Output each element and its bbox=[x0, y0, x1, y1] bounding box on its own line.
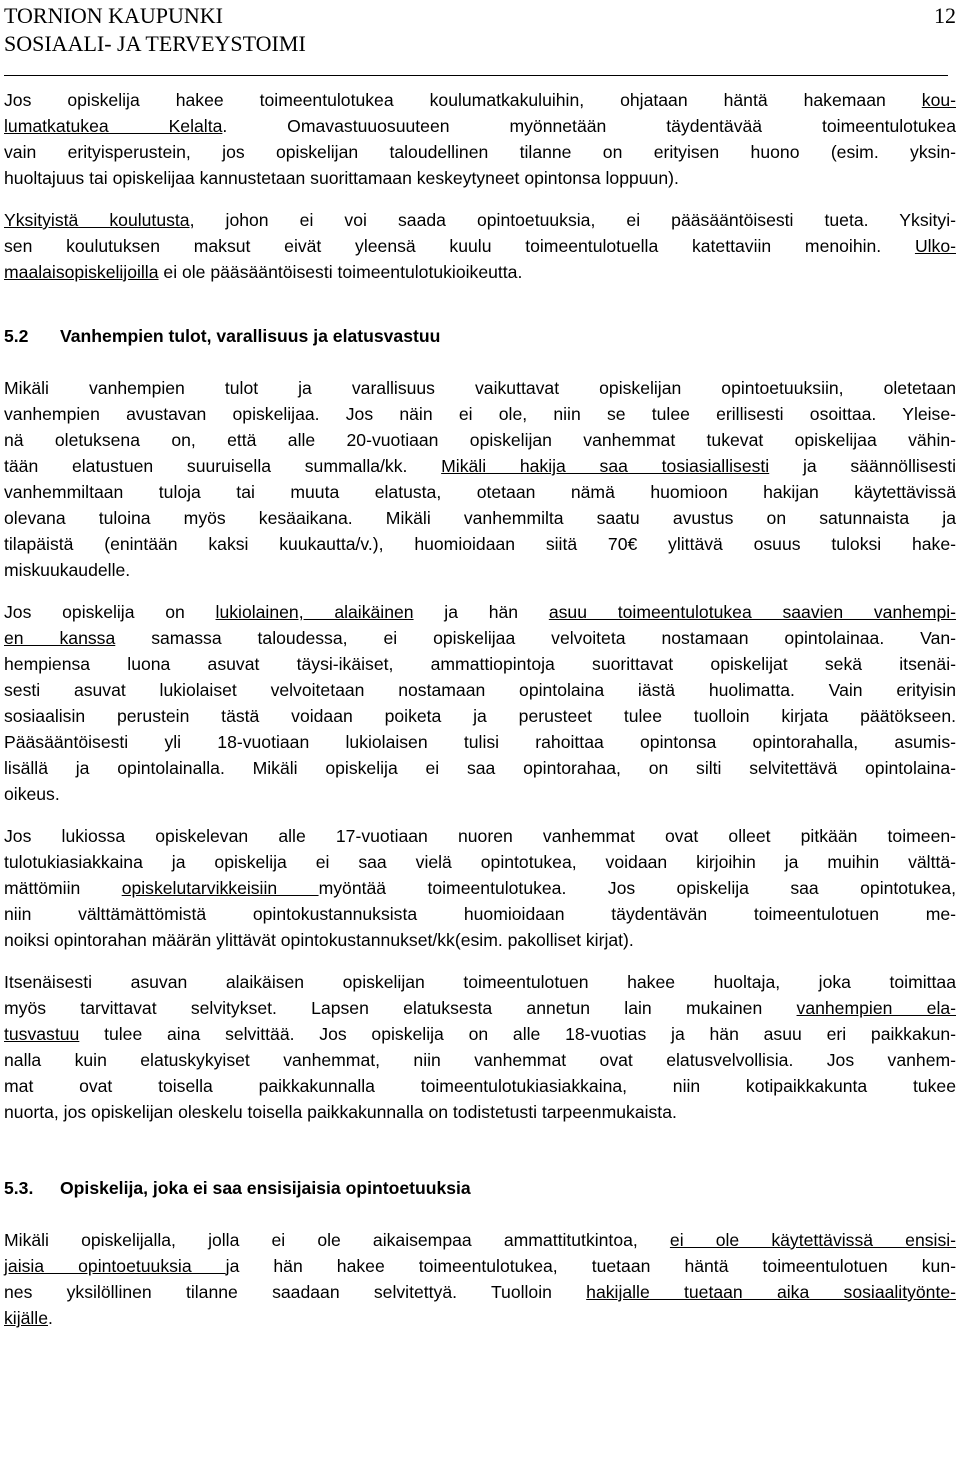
paragraph-private-education bbox=[4, 207, 956, 285]
text-line bbox=[4, 1021, 956, 1047]
text-line bbox=[4, 599, 956, 625]
text-line: noiksi opintorahan määrän ylittävät opintokustannukset/kk(esim. pakolliset kirjat). bbox=[4, 930, 634, 950]
section-title: Vanhempien tulot, varallisuus ja elatusvastuu bbox=[60, 326, 441, 346]
text-line: nuorta, jos opiskelijan oleskelu toisella paikkakunnalla on todistetusti tarpeenmukaista. bbox=[4, 1102, 677, 1122]
link-social-worker-appointment[interactable]: kijälle bbox=[4, 1308, 49, 1328]
document-body bbox=[4, 87, 956, 1331]
text-line: huoltajuus tai opiskelijaa kannustetaan suorittamaan keskeytyneet opintonsa loppuun). bbox=[4, 168, 679, 188]
text-line: Jos lukiossa opiskelevan alle 17-vuotiaan nuoren vanhemmat ovat olleet pitkään toimeen- bbox=[4, 826, 956, 846]
section-number: 5.3. bbox=[4, 1178, 34, 1198]
document-page bbox=[4, 0, 957, 1328]
text-line: mat ovat toisella paikkakunnalla toimeentulotukiasiakkaina, niin kotipaikkakunta tukee bbox=[4, 1076, 956, 1096]
section-number: 5.2 bbox=[4, 326, 29, 346]
text-line bbox=[4, 1253, 956, 1279]
text-line: sesti asuvat lukiolaiset velvoitetaan nostamaan opintolaina iästä huolimatta. Vain erityisin bbox=[4, 680, 956, 700]
text-line bbox=[4, 207, 956, 233]
text-run: ja hän hakee toimeentulotukea, tuetaan häntä toimeentulotuen kun- bbox=[225, 1256, 956, 1276]
link-private-education[interactable]: Yksityistä koulutusta bbox=[4, 210, 190, 230]
text-line: Pääsääntöisesti yli 18-vuotiaan lukiolaisen tulisi rahoittaa opintonsa opintorahalla, asumis- bbox=[4, 732, 956, 752]
text-line bbox=[4, 625, 956, 651]
link-lives-with-parents[interactable]: en kanssa bbox=[4, 628, 116, 648]
text-line: vanhempien avustavan opiskelijaa. Jos näin ei ole, niin se tulee erillisesti osoittaa. Yleise- bbox=[4, 404, 956, 424]
paragraph-parent-income bbox=[4, 375, 956, 583]
text-run: myöntää toimeentulotukea. Jos opiskelija saa opintotukea, bbox=[318, 878, 956, 898]
link-kelalta[interactable]: kou- bbox=[921, 90, 956, 110]
page-header bbox=[4, 0, 956, 66]
text-line bbox=[4, 1227, 956, 1253]
link-foreign-students[interactable]: Ulko- bbox=[914, 236, 956, 256]
text-line bbox=[4, 1305, 956, 1331]
link-kelalta[interactable]: lumatkatukea Kelalta bbox=[4, 116, 223, 136]
text-run: ja säännöllisesti bbox=[769, 456, 956, 476]
text-line: sosiaalisin perustein tästä voidaan poiketa ja perusteet tulee tuolloin kirjata päätökseen. bbox=[4, 706, 956, 726]
paragraph-under-17 bbox=[4, 823, 956, 953]
text-run: Mikäli opiskelijalla, jolla ei ole aikaisempaa ammattitutkintoa, bbox=[4, 1230, 670, 1250]
text-line: niin välttämättömistä opintokustannuksista huomioidaan täydentävän toimeentulotuen me- bbox=[4, 904, 956, 924]
text-run: mättömiin bbox=[4, 878, 122, 898]
link-foreign-students[interactable]: maalaisopiskelijoilla bbox=[4, 262, 159, 282]
text-run: , johon ei voi saada opintoetuuksia, ei pääsääntöisesti tueta. Yksityi- bbox=[189, 210, 956, 230]
text-line bbox=[4, 259, 956, 285]
text-line: nalla kuin elatuskykyiset vanhemmat, niin vanhemmat ovat elatusvelvollisia. Jos vanhem- bbox=[4, 1050, 956, 1070]
section-title: Opiskelija, joka ei saa ensisijaisia opintoetuuksia bbox=[60, 1178, 471, 1198]
text-line: hempiensa luona asuvat täysi-ikäiset, ammattiopintoja suorittavat opiskelijat sekä itsenäi- bbox=[4, 654, 956, 674]
link-maintenance-responsibility[interactable]: vanhempien ela- bbox=[796, 998, 956, 1018]
text-run: nes yksilöllinen tilanne saadaan selvitettyä. Tuolloin bbox=[4, 1282, 587, 1302]
link-social-worker-appointment[interactable]: hakijalle tuetaan aika sosiaalityönte- bbox=[586, 1282, 956, 1302]
text-line bbox=[4, 995, 956, 1021]
text-run: . bbox=[48, 1308, 53, 1328]
text-line: tulotukiasiakkaina ja opiskelija ei saa vielä opintotukea, voidaan kirjoihin ja muihin välttä- bbox=[4, 852, 956, 872]
text-run: Jos opiskelija hakee toimeentulotukea koulumatkakuluihin, ohjataan häntä hakemaan bbox=[4, 90, 922, 110]
text-line bbox=[4, 1279, 956, 1305]
text-line bbox=[4, 233, 956, 259]
text-run: samassa taloudessa, ei opiskelijaa velvoiteta nostamaan opintolainaa. Van- bbox=[115, 628, 957, 648]
link-lives-with-parents[interactable]: asuu toimeentulotukea saavien vanhempi- bbox=[548, 602, 957, 622]
paragraph-high-school-student bbox=[4, 599, 956, 807]
text-line: Itsenäisesti asuvan alaikäisen opiskelijan toimeentulotuen hakee huoltaja, joka toimittaa bbox=[4, 972, 956, 992]
text-run: sen koulutuksen maksut eivät yleensä kuulu toimeentulotuella katettaviin menoihin. bbox=[4, 236, 915, 256]
text-run: ja hän bbox=[413, 602, 549, 622]
text-line bbox=[4, 875, 956, 901]
text-run: ei ole pääsääntöisesti toimeentulotukioikeutta. bbox=[158, 262, 523, 282]
section-heading-5-3 bbox=[4, 1175, 956, 1201]
header-rule bbox=[4, 75, 948, 76]
text-line: lisällä ja opintolainalla. Mikäli opiskelija ei saa opintorahaa, on silti selvitettävä opintolaina- bbox=[4, 758, 956, 778]
organization-name: TORNION KAUPUNKI bbox=[4, 3, 223, 28]
text-line: tilapäistä (enintään kaksi kuukautta/v.), huomioidaan siitä 70€ ylittävä osuus tuloksi hake- bbox=[4, 534, 956, 554]
text-run: tulee aina selvittää. Jos opiskelija on alle 18-vuotias ja hän asuu eri paikkakun- bbox=[79, 1024, 956, 1044]
text-line bbox=[4, 453, 956, 479]
text-run: Jos opiskelija on bbox=[4, 602, 216, 622]
link-no-primary-benefits[interactable]: ei ole käytettävissä ensisi- bbox=[669, 1230, 957, 1250]
paragraph-no-primary-benefits bbox=[4, 1227, 956, 1331]
text-line bbox=[4, 87, 956, 113]
link-study-supplies[interactable]: opiskelutarvikkeisiin bbox=[121, 878, 319, 898]
link-minor-student[interactable]: lukiolainen, alaikäinen bbox=[215, 602, 414, 622]
department-name: SOSIAALI- JA TERVEYSTOIMI bbox=[4, 31, 306, 56]
text-line: olevana tuloina myös kesäaikana. Mikäli vanhemmilta saatu avustus on satunnaista ja bbox=[4, 508, 956, 528]
text-line bbox=[4, 113, 956, 139]
text-run: . Omavastuuosuuteen myönnetään täydentävää toimeentulotukea bbox=[222, 116, 957, 136]
link-no-primary-benefits[interactable]: jaisia opintoetuuksia bbox=[4, 1256, 226, 1276]
paragraph-independent-minor bbox=[4, 969, 956, 1125]
text-line: vain erityisperustein, jos opiskelijan taloudellinen tilanne on erityisen huono (esim. yksin- bbox=[4, 142, 956, 162]
text-line: oikeus. bbox=[4, 784, 60, 804]
link-maintenance-responsibility[interactable]: tusvastuu bbox=[4, 1024, 80, 1044]
text-run: tään elatustuen suuruisella summalla/kk. bbox=[4, 456, 442, 476]
text-line: Mikäli vanhempien tulot ja varallisuus vaikuttavat opiskelijan opintoetuuksiin, oletetaan bbox=[4, 378, 956, 398]
link-actual-income[interactable]: Mikäli hakija saa tosiasiallisesti bbox=[441, 456, 770, 476]
text-line: nä oletuksena on, että alle 20-vuotiaan opiskelijan vanhemmat tukevat opiskelijaa vähin- bbox=[4, 430, 956, 450]
paragraph-travel-costs bbox=[4, 87, 956, 191]
text-line: vanhemmiltaan tuloja tai muuta elatusta, otetaan nämä huomioon hakijan käytettävissä bbox=[4, 482, 956, 502]
page-number: 12 bbox=[934, 3, 956, 28]
text-run: myös tarvittavat selvitykset. Lapsen elatuksesta annetun lain mukainen bbox=[4, 998, 797, 1018]
text-line: miskuukaudelle. bbox=[4, 560, 131, 580]
section-heading-5-2 bbox=[4, 323, 956, 349]
